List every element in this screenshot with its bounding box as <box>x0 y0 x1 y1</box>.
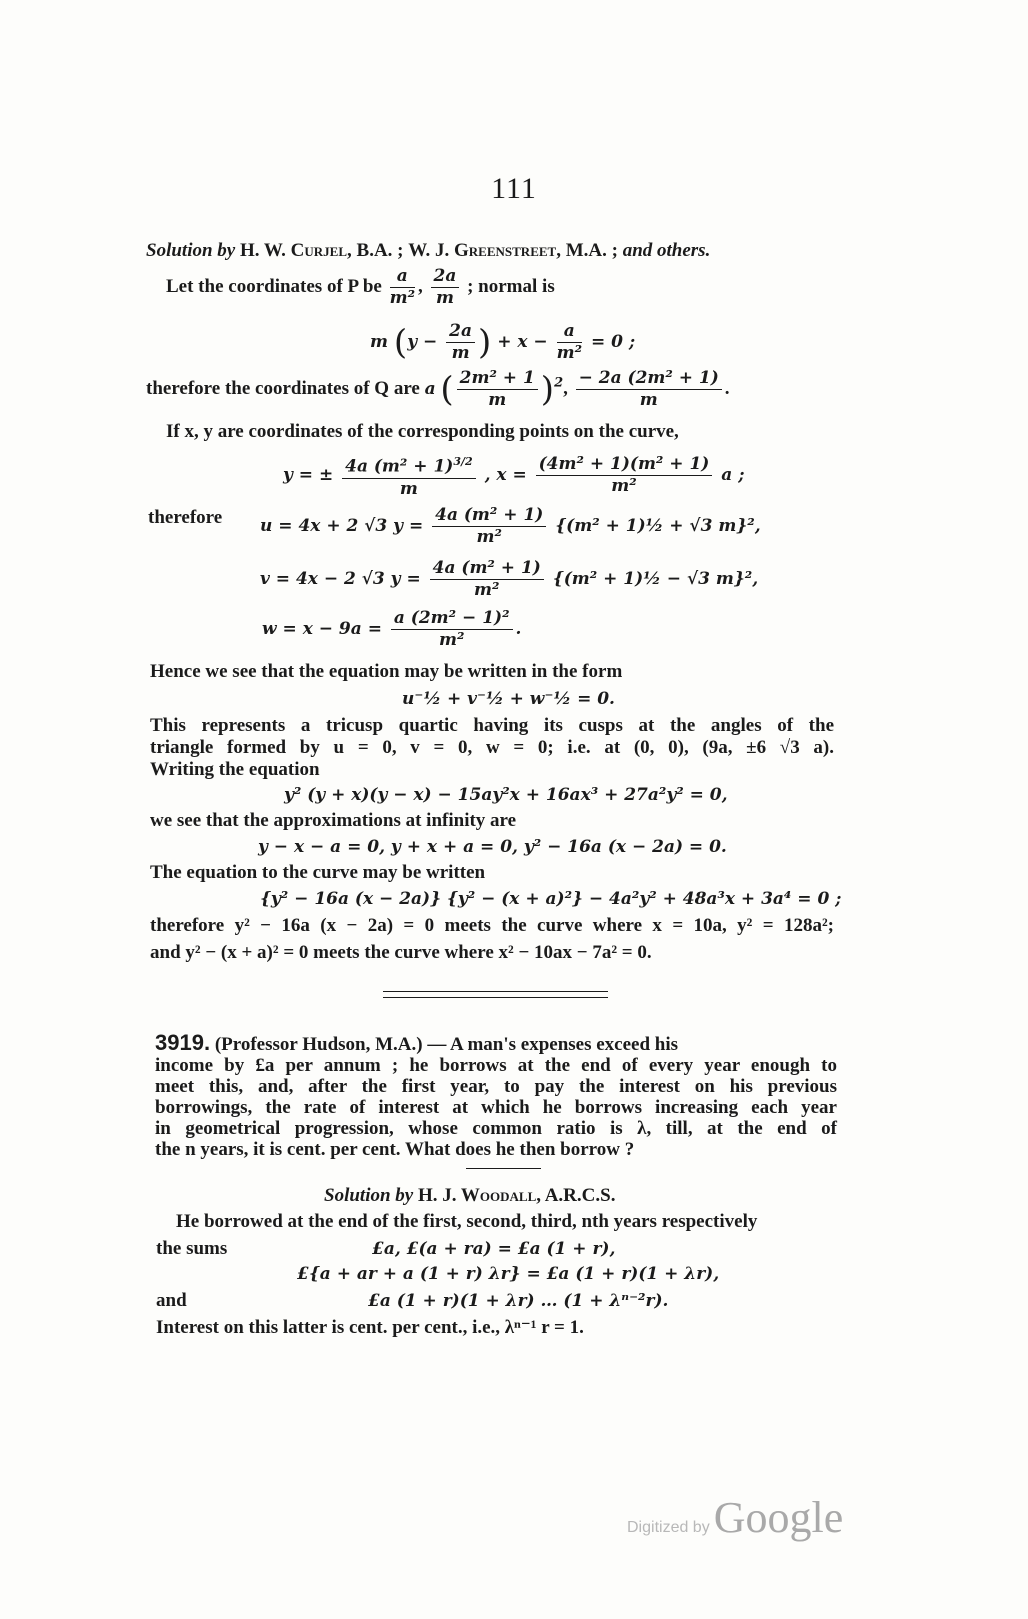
frac-num: 2a <box>431 266 460 288</box>
eq-part: + x − <box>497 332 548 352</box>
problem-number: 3919. <box>155 1030 211 1055</box>
eq-part: y − <box>407 332 438 352</box>
normal-is-text: ; normal is <box>467 275 555 297</box>
problem-3919-first-line <box>155 1032 837 1056</box>
sums-equation: £a, £(a + ra) = £a (1 + r), <box>372 1239 616 1259</box>
eq-part: {(m² + 1)½ + √3 m}², <box>555 516 761 536</box>
author-greenstreet: W. J. Greenstreet, M.A. ; <box>408 240 618 261</box>
frac-den: m <box>451 343 470 363</box>
google-logo: Google <box>713 1493 844 1542</box>
if-xy-line: If x, y are coordinates of the corresponding points on the curve, <box>166 421 679 442</box>
frac-den: m² <box>556 343 583 363</box>
frac-num: 4a (m² + 1) <box>430 558 544 580</box>
problem-line-5: in geometrical progression, whose common ratio is λ, till, at the end of <box>155 1118 837 1139</box>
eq-part: a <box>424 378 436 399</box>
q-fraction-2 <box>576 368 722 411</box>
fraction-2a-over-m <box>446 321 475 364</box>
q-fraction-1 <box>457 368 538 411</box>
frac-num: a <box>390 266 415 288</box>
coordinates-text: Let the coordinates of P be <box>166 275 382 297</box>
borrowed-line: He borrowed at the end of the first, second, third, nth years respectively <box>176 1211 758 1232</box>
approx-equation: y − x − a = 0, y + x + a = 0, y² − 16a (x − 2a) = 0. <box>258 837 727 857</box>
meets-line-2: and y² − (x + a)² = 0 meets the curve where x² − 10ax − 7a² = 0. <box>150 942 652 963</box>
fraction-a-over-m2 <box>557 321 582 364</box>
frac-num: 4a (m² + 1) <box>432 505 546 527</box>
w-fraction <box>391 608 513 651</box>
problem-line-6: the n years, it is cent. per cent. What does he then borrow ? <box>155 1139 635 1160</box>
q-coordinates-line: therefore the coordinates of Q are a ( $\frac{\text{2m² + 1}}{m}$ )$^2$, $\frac{\text{− 2a (2m² + 1)}}{m}$ . <box>146 368 730 410</box>
writing-line: Writing the equation <box>150 759 320 780</box>
tricusp-equation: u⁻½ + v⁻½ + w⁻½ = 0. <box>402 689 615 709</box>
therefore-label: therefore <box>148 507 223 528</box>
exponent: 3/2 <box>453 455 473 468</box>
eq-part: , x = <box>484 464 527 485</box>
eq-part: y = ± <box>283 464 334 485</box>
eq-part: u = 4x + 2 √3 y = <box>260 516 424 536</box>
represents-line-2: triangle formed by u = 0, v = 0, w = 0; i.e. at (0, 0), (9a, ±6 √3 a). <box>150 737 834 758</box>
frac-den: m² <box>474 580 500 600</box>
frac-num: (4m² + 1)(m² + 1) <box>536 454 713 476</box>
x-fraction <box>536 454 713 497</box>
fraction-a-over-m2 <box>390 266 415 309</box>
w-equation: w = x − 9a = $\frac{\text{a (2m² − 1)²}}{\text{m²}}$ . <box>262 608 522 650</box>
interest-line: Interest on this latter is cent. per cent., i.e., λⁿ⁻¹ r = 1. <box>156 1317 584 1338</box>
frac-den: m <box>435 288 454 308</box>
u-fraction <box>432 505 546 548</box>
frac-num: 2a <box>446 321 475 343</box>
solution-by-label: Solution by <box>146 240 236 261</box>
author-woodall: H. J. Woodall, A.R.C.S. <box>417 1185 616 1206</box>
y-fraction <box>342 451 476 500</box>
frac-den: m <box>488 390 507 410</box>
frac-den: m² <box>438 630 465 650</box>
solution-heading <box>146 240 710 262</box>
frac-den: m <box>639 390 658 410</box>
approx-line: we see that the approximations at infinity are <box>150 810 517 831</box>
problem-line-4: borrowings, the rate of interest at which he borrows increasing each year <box>155 1097 837 1118</box>
problem-proposer: (Professor Hudson, M.A.) — A man's expenses exceed his <box>214 1034 679 1055</box>
frac-den: m² <box>476 527 502 547</box>
writing-equation: y² (y + x)(y − x) − 15ay²x + 16ax³ + 27a²y² = 0, <box>284 785 728 805</box>
problem-line-2: income by £a per annum ; he borrows at the end of every year enough to <box>155 1055 837 1076</box>
q-text: therefore the coordinates of Q are <box>146 377 420 399</box>
section-divider-top <box>383 991 608 992</box>
frac-den: m <box>399 478 418 499</box>
third-year-equation: £{a + ar + a (1 + r) λr} = £a (1 + r)(1 + λr), <box>297 1264 720 1284</box>
v-fraction <box>430 558 544 601</box>
section-divider-bottom <box>383 997 608 998</box>
sums-label: the sums <box>156 1238 228 1259</box>
nth-year-equation: £a (1 + r)(1 + λr) … (1 + λⁿ⁻²r). <box>368 1291 669 1311</box>
eq-part: m <box>370 332 388 352</box>
frac-den: m² <box>611 475 637 496</box>
and-others-label: and others. <box>622 240 711 261</box>
digitized-by-watermark <box>627 1492 843 1543</box>
and-label: and <box>156 1290 187 1311</box>
problem-line-3: meet this, and, after the first year, to pay the interest on his previous <box>155 1076 837 1097</box>
eq-part: {(m² + 1)½ − √3 m}², <box>552 569 759 589</box>
curve-equation: {y² − 16a (x − 2a)} {y² − (x + a)²} − 4a²y² + 48a³x + 3a⁴ = 0 ; <box>260 889 842 909</box>
normal-equation: m (y − $\frac{2a}{m}$ ) + x − $\frac{a}{\text{m²}}$ = 0 ; <box>370 321 636 363</box>
frac-den: m² <box>389 288 416 308</box>
short-divider <box>466 1168 541 1169</box>
digitized-by-text: Digitized by <box>627 1519 710 1536</box>
coordinates-line: Let the coordinates of P be $\frac{a}{\text{m²}}$ , $\frac{2a}{m}$ ; normal is <box>166 266 555 308</box>
frac-num: 4a (m² + 1) <box>345 456 454 477</box>
fraction-2a-over-m <box>431 266 460 309</box>
author-curjel: H. W. Curjel, B.A. ; <box>239 240 404 261</box>
eq-part: a ; <box>721 464 745 485</box>
curve-written-line: The equation to the curve may be written <box>150 862 486 883</box>
hence-line: Hence we see that the equation may be written in the form <box>150 661 623 682</box>
frac-num: − 2a (2m² + 1) <box>576 368 722 390</box>
represents-line-1: This represents a tricusp quartic having its cusps at the angles of the <box>150 715 834 736</box>
meets-line-1: therefore y² − 16a (x − 2a) = 0 meets the curve where x = 10a, y² = 128a²; <box>150 915 834 936</box>
v-equation <box>260 558 758 601</box>
eq-part: w = x − 9a = <box>262 619 382 639</box>
eq-part: v = 4x − 2 √3 y = <box>260 569 421 589</box>
solution-2-heading <box>324 1185 615 1207</box>
eq-part: = 0 ; <box>590 332 636 352</box>
yx-equation <box>283 451 744 500</box>
eq-part: 2 <box>554 375 564 391</box>
frac-num: a <box>557 321 582 343</box>
u-equation <box>260 505 761 548</box>
frac-num: a (2m² − 1)² <box>391 608 513 630</box>
solution-by-label: Solution by <box>324 1185 414 1206</box>
frac-num: 2m² + 1 <box>457 368 538 390</box>
page-number: 111 <box>491 172 537 205</box>
